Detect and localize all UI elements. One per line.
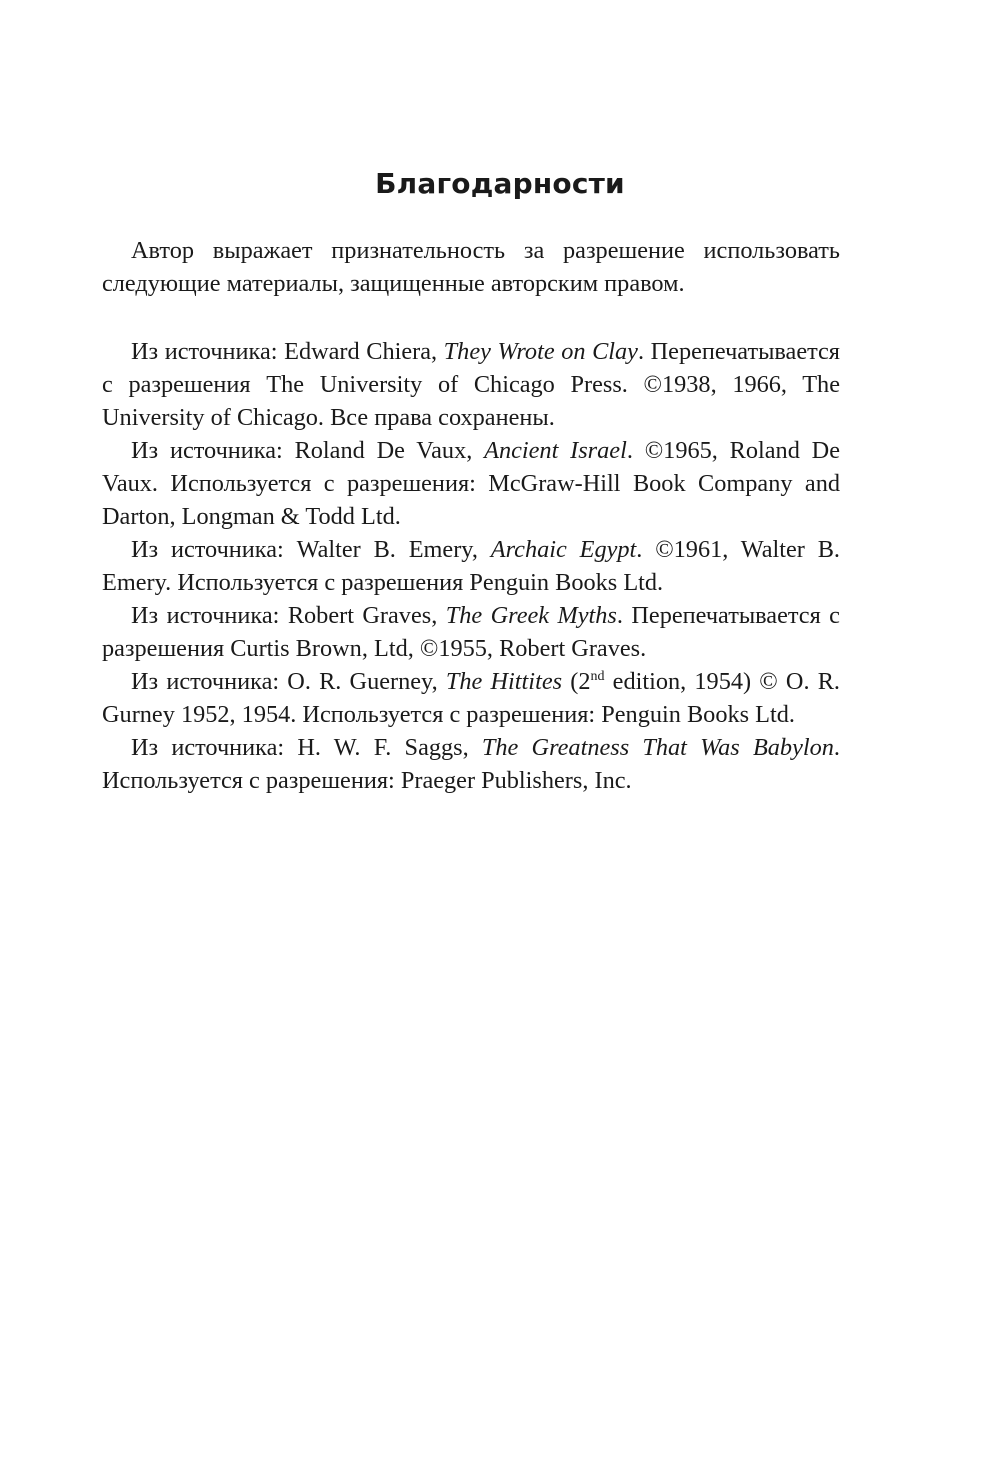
source-prefix: Из источника: Roland De Vaux,: [131, 437, 485, 464]
source-prefix: Из источника: Robert Graves,: [131, 602, 446, 629]
source-suffix: © O. R. Gurney 1952, 1954. Используется с разрешения: Penguin Books Ltd.: [102, 668, 840, 728]
source-suffix: . ©1961, Walter B. Emery. Используется с разрешения Penguin Books Ltd.: [102, 536, 840, 596]
source-work-title: They Wrote on Clay: [443, 338, 638, 365]
intro-paragraph: Автор выражает признательность за разрешение использовать следующие материалы, защищенные авторским правом.: [102, 237, 840, 297]
source-suffix: . ©1965, Roland De Vaux. Используется с разрешения: McGraw-Hill Book Company and Darton, Longman & Todd Ltd.: [102, 437, 840, 530]
source-work-title: The Hittites: [445, 668, 563, 695]
source-prefix: Из источника: O. R. Guerney,: [131, 668, 446, 695]
source-entry-graves: [102, 599, 840, 665]
source-edition-open: (2: [562, 668, 591, 695]
source-prefix: Из источника: Edward Chiera,: [131, 338, 444, 365]
source-entry-emery: [102, 533, 840, 599]
source-edition-superscript: nd: [590, 669, 605, 684]
source-work-title: Ancient Israel: [484, 437, 627, 464]
source-entry-gurney: [102, 665, 840, 731]
source-prefix: Из источника: Walter B. Emery,: [131, 536, 491, 563]
source-suffix: . Перепечатывается с разрешения Curtis Brown, Ltd, ©1955, Robert Graves.: [102, 602, 840, 662]
source-work-title: The Greek Myths: [445, 602, 617, 629]
source-prefix: Из источника: H. W. F. Saggs,: [131, 734, 482, 761]
page-title: Благодарности: [375, 167, 625, 200]
source-work-title: Archaic Egypt: [490, 536, 637, 563]
source-entry-de-vaux: [102, 434, 840, 533]
sources-list: [102, 335, 840, 797]
source-entry-chiera: [102, 335, 840, 434]
source-entry-saggs: [102, 731, 840, 797]
source-suffix: . Перепечатывается с разрешения The University of Chicago Press. ©1938, 1966, The University of Chicago. Все права сохранены.: [102, 338, 840, 431]
source-edition-rest: edition, 1954): [604, 668, 752, 695]
intro-block: [102, 234, 840, 300]
source-suffix: . Используется с разрешения: Praeger Publishers, Inc.: [102, 734, 840, 794]
source-work-title: The Greatness That Was Babylon: [481, 734, 834, 761]
